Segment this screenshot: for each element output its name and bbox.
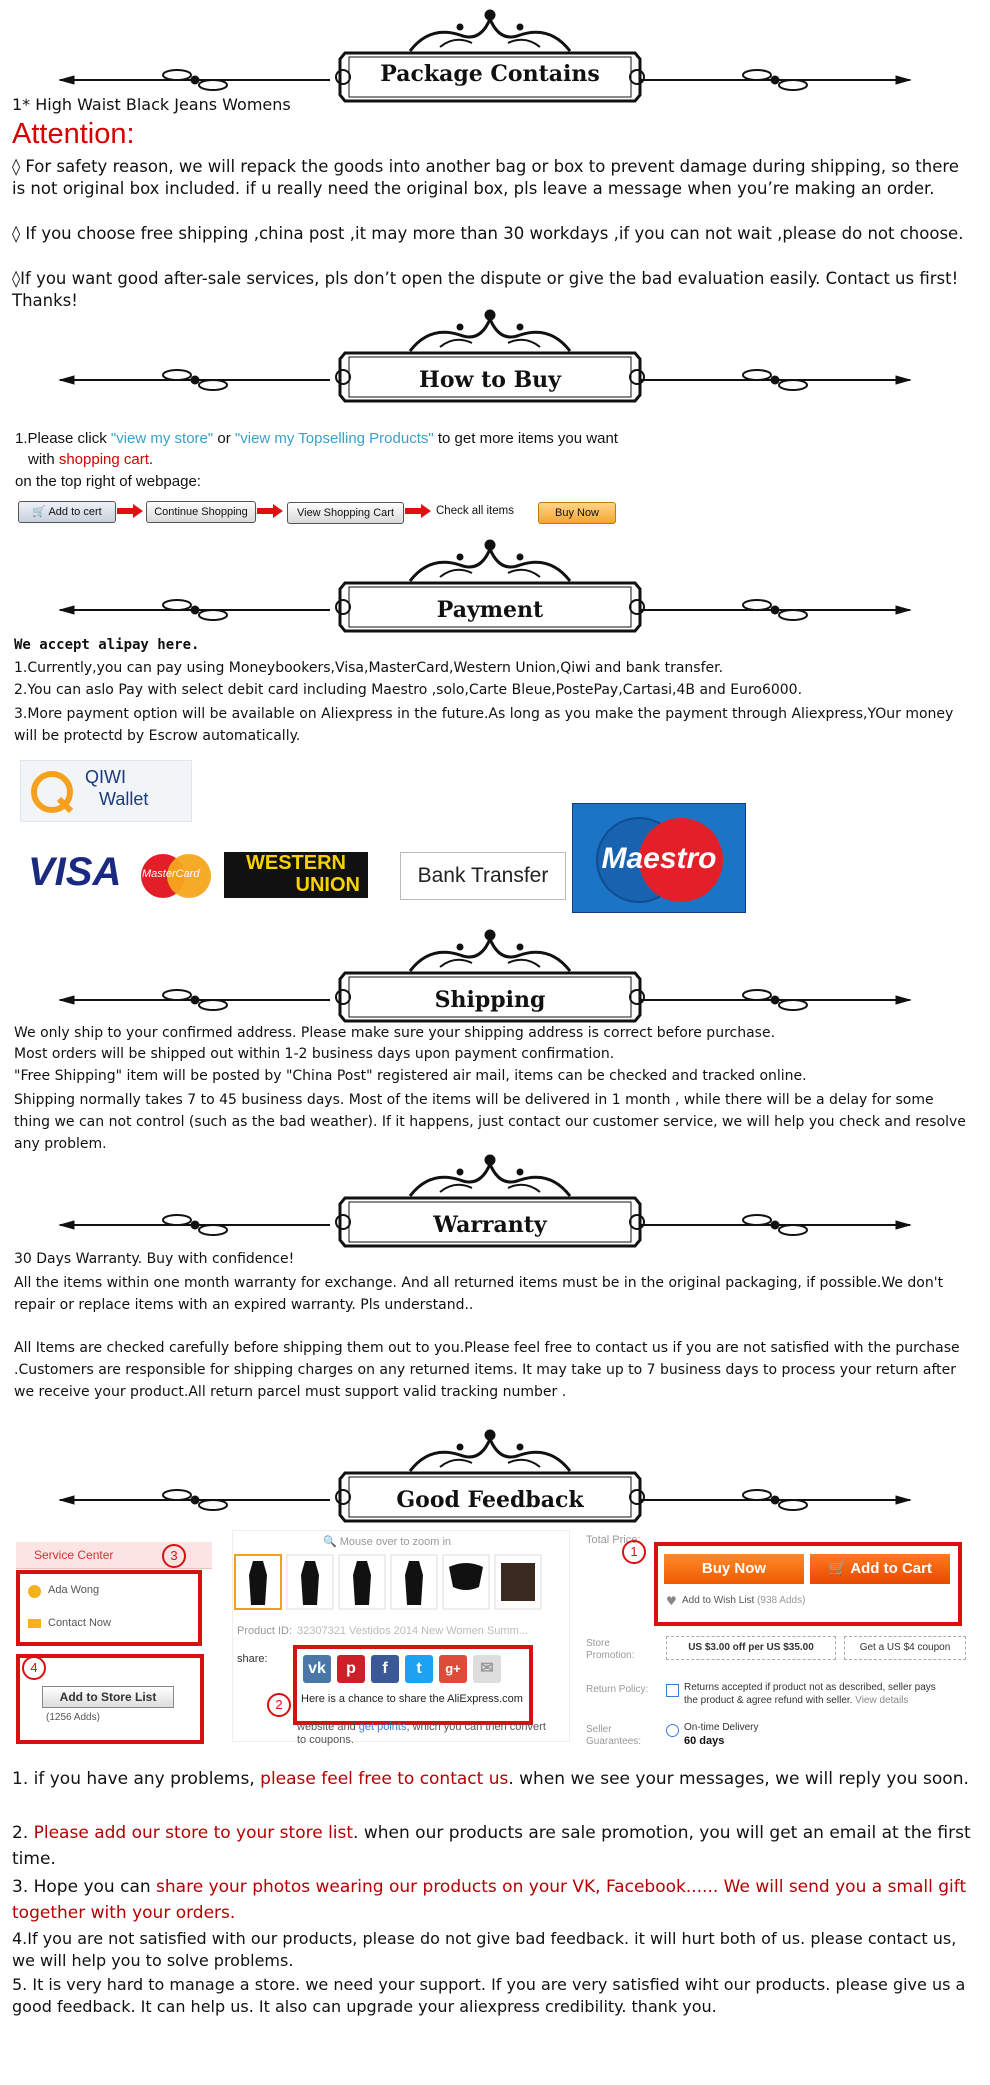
magnifier-icon: 🔍 (323, 1536, 340, 1548)
package-item: 1* High Waist Black Jeans Womens (12, 95, 291, 114)
google-plus-icon[interactable]: g+ (439, 1655, 467, 1683)
bank-transfer-logo: Bank Transfer (400, 852, 566, 900)
share-hint: Here is a chance to share the AliExpress.com (301, 1693, 523, 1705)
red-arrow-icon (405, 504, 431, 518)
clock-icon (666, 1724, 679, 1737)
attention-para-2: ◊ If you choose free shipping ,china post ,it may more than 30 workdays ,if you can not wait ,please do not choose. (12, 224, 964, 243)
get-points-link[interactable]: get points (358, 1721, 407, 1733)
agent-name: Ada Wong (48, 1584, 100, 1596)
zoom-hint: 🔍 Mouse over to zoom in (323, 1536, 452, 1548)
buy-line-3: on the top right of webpage: (15, 473, 201, 490)
email-icon[interactable]: ✉ (473, 1655, 501, 1683)
add-to-cart-step-button[interactable]: 🛒 Add to cert (18, 501, 116, 523)
return-policy-icon (666, 1684, 679, 1697)
payment-line-2: 2.You can aslo Pay with select debit card including Maestro ,solo,Carte Bleue,PostePay,Cartasi,4B and Euro6000. (14, 682, 803, 698)
mastercard-logo: MasterCard (136, 852, 216, 900)
warranty-line-3: All Items are checked carefully before shipping them out to you.Please feel free to contact us if you are not satisfied with the purchase .Customers are responsible for shipping charges on any returned items. It may take up to 7 business days to process your return after we receive your product.All return parcel must support valid tracking number . (14, 1340, 960, 1400)
banner-title: Payment (436, 597, 544, 623)
feedback-note-2: 2. Please add our store to your store list. when our products are sale promotion, you will get an email at the first time. (12, 1823, 971, 1869)
shopping-cart-text: shopping cart (58, 451, 149, 468)
buy-panel (654, 1542, 962, 1626)
feedback-note-5: 5. It is very hard to manage a store. we need your support. If you are very satisfied wiht our products. please give us a good feedback. It can help us. It also can upgrade your aliexpress credibility. thank you. (12, 1975, 966, 2016)
check-all-items-text: Check all items (436, 505, 514, 517)
shipping-line-1: We only ship to your confirmed address. Please make sure your shipping address is correct before purchase. (14, 1025, 776, 1041)
warranty-line-2: All the items within one month warranty for exchange. And all returned items must be in the original packaging, if possible.We don't repair or replace items with an expired warranty. Pls understand.. (14, 1275, 944, 1313)
maestro-logo: Maestro (572, 803, 746, 913)
ornament-flourish (0, 305, 990, 425)
vk-icon[interactable]: vk (303, 1655, 331, 1683)
buy-now-step-button[interactable]: Buy Now (538, 502, 616, 524)
cart-icon: 🛒 (828, 1560, 851, 1577)
western-union-logo: WESTERN UNION (224, 852, 368, 898)
banner-title: Shipping (434, 987, 546, 1013)
feedback-note-1: 1. if you have any problems, please feel free to contact us. when we see your messages, we will reply you soon. (12, 1769, 969, 1789)
envelope-icon (28, 1619, 41, 1628)
service-center-panel (16, 1570, 202, 1646)
qiwi-wallet-logo: QIWI Wallet (20, 760, 192, 822)
qiwi-icon (27, 767, 77, 817)
banner-title: Package Contains (380, 61, 600, 87)
share-panel (293, 1645, 533, 1725)
payment-intro: We accept alipay here. (14, 637, 200, 653)
facebook-icon[interactable]: f (371, 1655, 399, 1683)
add-to-wishlist-link[interactable]: Add to Wish List (938 Adds) (682, 1595, 806, 1606)
attention-para-3: ◊If you want good after-sale services, pls don’t open the dispute or give the bad evaluation easily. Contact us first! Thanks! (12, 269, 959, 310)
buy-now-button[interactable]: Buy Now (664, 1554, 804, 1584)
banner-title: Good Feedback (396, 1487, 584, 1513)
view-shopping-cart-step-button[interactable]: View Shopping Cart (287, 502, 404, 524)
thumbnail-strip (233, 1553, 569, 1615)
attention-para-1: ◊ For safety reason, we will repack the goods into another bag or box to prevent damage during shipping, so there is not original box included. if u really need the original box, pls leave a message when you’re making an order. (12, 157, 959, 198)
callout-2: 2 (267, 1693, 291, 1717)
banner-good-feedback (0, 1425, 990, 1545)
add-store-panel (16, 1654, 204, 1744)
visa-logo: VISA (28, 850, 122, 894)
pinterest-icon[interactable]: p (337, 1655, 365, 1683)
warranty-line-1: 30 Days Warranty. Buy with confidence! (14, 1251, 295, 1267)
view-details-link[interactable]: View details (855, 1695, 909, 1706)
buy-line-1: 1.Please click "view my store" or "view my Topselling Products" to get more items you want (15, 430, 618, 447)
callout-4: 4 (22, 1656, 46, 1680)
store-coupon-1[interactable]: US $3.00 off per US $35.00 (666, 1636, 836, 1660)
continue-shopping-step-button[interactable]: Continue Shopping (146, 501, 256, 523)
view-my-store-link[interactable]: "view my store" (110, 430, 214, 447)
online-status-icon (28, 1585, 41, 1598)
view-topselling-link[interactable]: "view my Topselling Products" (234, 430, 434, 447)
heart-icon: ♥ (666, 1594, 677, 1608)
service-center-header: Service Center (16, 1542, 212, 1569)
red-arrow-icon (257, 504, 283, 518)
buy-line-2: with shopping cart. (28, 451, 154, 468)
contact-now-link[interactable]: Contact Now (48, 1617, 111, 1629)
payment-line-1: 1.Currently,you can pay using Moneybookers,Visa,MasterCard,Western Union,Qiwi and bank transfer. (14, 660, 724, 676)
feedback-note-3: 3. Hope you can share your photos wearing our products on your VK, Facebook...... We will send you a small gift together with your orders. (12, 1877, 967, 1923)
shipping-line-3: "Free Shipping" item will be posted by "China Post" registered air mail, items can be checked and tracked online. (14, 1068, 807, 1084)
attention-heading: Attention: (12, 118, 135, 150)
banner-title: Warranty (433, 1212, 547, 1238)
callout-3: 3 (162, 1544, 186, 1568)
feedback-note-4: 4.If you are not satisfied with our products, please do not give bad feedback. it will hurt both of us. please contact us, we will help you to solve problems. (12, 1929, 957, 1970)
cart-icon: 🛒 (32, 506, 49, 518)
red-arrow-icon (117, 504, 143, 518)
add-to-store-list-button[interactable]: Add to Store List (42, 1686, 174, 1708)
banner-title: How to Buy (419, 367, 561, 393)
shipping-line-4: Shipping normally takes 7 to 45 business days. Most of the items will be delivered in 1 month , while there will be a delay for some thing we can not control (such as the bad weather). If it happens, just contact our customer service, we will help you check and resolve any problem. (14, 1092, 966, 1152)
product-gallery: 🔍 Mouse over to zoom in Product ID: 32307321 Vestidos 2014 New Women Summ... share: 2 vk p f t g+ ✉ Here is a chance to share the AliExpress.com website and get points, which you can then convert to coupons. (232, 1530, 570, 1742)
add-to-cart-button[interactable]: 🛒 Add to Cart (810, 1554, 950, 1584)
ornament-flourish (0, 1425, 990, 1545)
feedback-screenshot: Service Center 3 Ada Wong Contact Now 4 Add to Store List (1256 Adds) 🔍 Mouse over to zoom in Product ID: 32307321 Vestidos 2014 New Women Summ... share: 2 vk p f t g+ ✉ Here is a chance to share the AliExpress.com website and get points, which you can then convert to coupons. Total Price: 1 Buy Now 🛒 Add to Cart ♥ Add to Wish List (938 Adds) Store Promotion: US $3.00 off per US $35.00 Get a US $4 coupon Return Policy: Returns accepted if product not as described, seller pays the product & agree refund with seller. View details Seller Guarantees: On-time Delivery 60 days (10, 1530, 980, 1750)
callout-1: 1 (622, 1540, 646, 1564)
shipping-line-2: Most orders will be shipped out within 1-2 business days upon payment confirmation. (14, 1046, 615, 1062)
store-coupon-2[interactable]: Get a US $4 coupon (844, 1636, 966, 1660)
banner-how-to-buy (0, 305, 990, 425)
store-adds-count: (1256 Adds) (46, 1712, 100, 1723)
twitter-icon[interactable]: t (405, 1655, 433, 1683)
payment-line-3: 3.More payment option will be available on Aliexpress in the future.As long as you make the payment through Aliexpress,YOur money will be protectd by Escrow automatically. (14, 706, 954, 744)
